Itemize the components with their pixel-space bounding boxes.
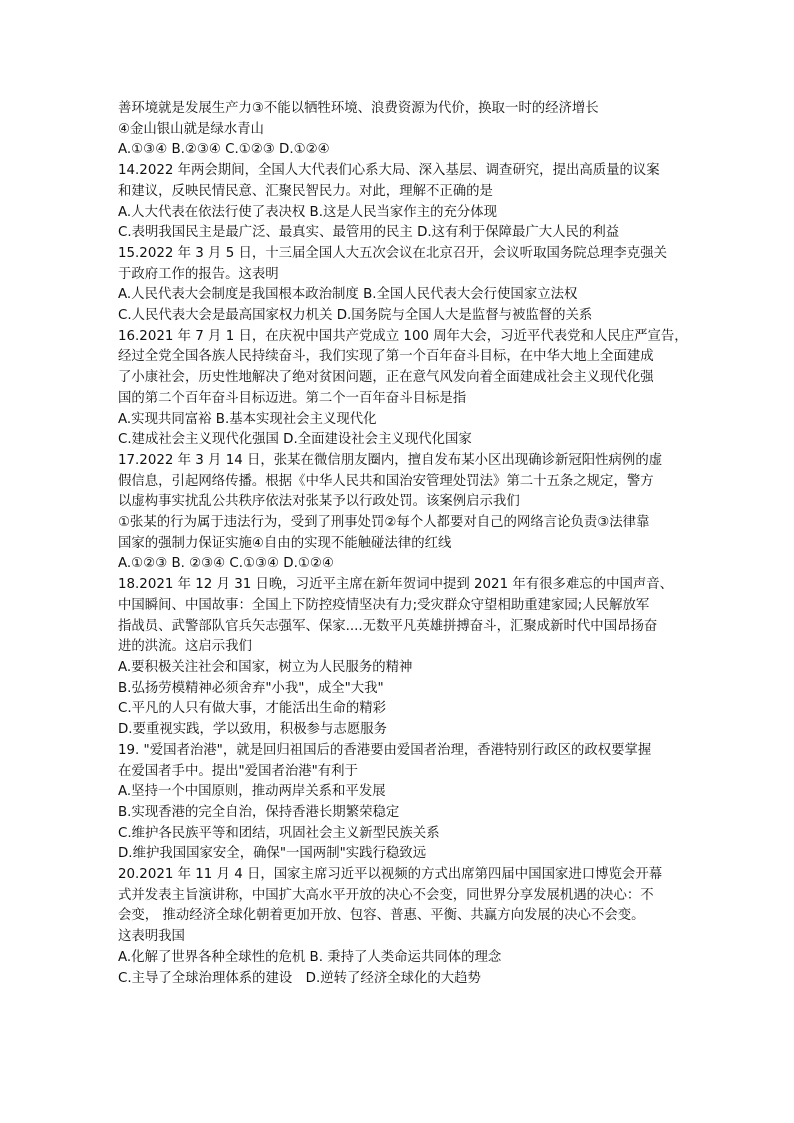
text-line: A.①②③ B. ②③④ C.①③④ D.①②④ — [118, 556, 334, 572]
text-line: 这表明我国 — [118, 929, 185, 945]
text-line: 国的第二个百年奋斗目标迈进。第二个一百年奋斗目标是指 — [118, 390, 467, 406]
text-line: ①张某的行为属于违法行为，受到了刑事处罚②每个人都要对自己的网络言论负责③法律靠 — [118, 515, 650, 531]
text-line: ④金山银山就是绿水青山 — [118, 121, 264, 137]
text-line: B.弘扬劳模精神必须舍弃"小我"，成全"大我" — [118, 680, 384, 696]
text-line: 经过全党全国各族人民持续奋斗，我们实现了第一个百年奋斗目标，在中华大地上全面建成 — [118, 349, 654, 365]
text-line: A.化解了世界各种全球性的危机 B. 秉持了人类命运共同体的理念 — [118, 949, 502, 965]
text-line: B.实现香港的完全自治，保持香港长期繁荣稳定 — [118, 804, 400, 820]
text-line: A.人民代表大会制度是我国根本政治制度 B.全国人民代表大会行使国家立法权 — [118, 287, 578, 303]
text-line: C.维护各民族平等和团结，巩固社会主义新型民族关系 — [118, 825, 440, 841]
text-line: A.实现共同富裕 B.基本实现社会主义现代化 — [118, 411, 377, 427]
text-line: 于政府工作的报告。这表明 — [118, 266, 279, 282]
text-line: C.表明我国民主是最广泛、最真实、最管用的民主 D.这有利于保障最广大人民的利益 — [118, 225, 620, 241]
text-line: 17.2022 年 3 月 14 日，张某在微信朋友圈内，擅自发布某小区出现确诊新冠阳性病例的虚 — [118, 452, 663, 468]
text-line: 指战员、武警部队官兵矢志强军、保家....无数平凡英雄拼搏奋斗，汇聚成新时代中国昂扬奋 — [118, 618, 658, 634]
text-line: C.主导了全球治理体系的建设 D.逆转了经济全球化的大趋势 — [118, 970, 481, 986]
text-line: 14.2022 年两会期间，全国人大代表们心系大局、深入基层、调查研究，提出高质量的议案 — [118, 163, 660, 179]
text-line: D.维护我国国家安全，确保"一国两制"实践行稳致远 — [118, 846, 427, 862]
text-line: A.人大代表在依法行使了表决权 B.这是人民当家作主的充分体现 — [118, 204, 498, 220]
text-line: 在爱国者手中。提出"爱国者治港"有利于 — [118, 763, 358, 779]
text-line: 式并发表主旨演讲称，中国扩大高水平开放的决心不会变，同世界分享发展机遇的决心：不 — [118, 887, 654, 903]
text-line: 16.2021 年 7 月 1 日，在庆祝中国共产党成立 100 周年大会，习近平代表党和人民庄严宣告， — [118, 328, 688, 344]
text-line: 假信息，引起网络传播。根据《中华人民共和国治安管理处罚法》第二十五条之规定，警方 — [118, 473, 654, 489]
text-line: A.①③④ B.②③④ C.①②③ D.①②④ — [118, 142, 330, 158]
text-line: C.人民代表大会是最高国家权力机关 D.国务院与全国人大是监督与被监督的关系 — [118, 308, 593, 324]
text-line: 了小康社会，历史性地解决了绝对贫困问题，正在意气风发向着全面建成社会主义现代化强 — [118, 370, 654, 386]
text-line: D.要重视实践，学以致用，积极参与志愿服务 — [118, 722, 387, 738]
text-line: 会变， 推动经济全球化朝着更加开放、包容、普惠、平衡、共赢方向发展的决心不会变。 — [118, 908, 645, 924]
text-line: 和建议，反映民情民意、汇聚民智民力。对此，理解不正确的是 — [118, 183, 493, 199]
text-line: 国家的强制力保证实施④自由的实现不能触碰法律的红线 — [118, 535, 452, 551]
exam-text-block — [118, 99, 688, 989]
text-line: A.坚持一个中国原则，推动两岸关系和平发展 — [118, 784, 386, 800]
text-line: C.平凡的人只有做大事，才能活出生命的精彩 — [118, 701, 387, 717]
text-line: A.要积极关注社会和国家，树立为人民服务的精神 — [118, 659, 413, 675]
text-line: 善环境就是发展生产力③不能以牺牲环境、浪费资源为代价，换取一时的经济增长 — [118, 101, 599, 116]
text-line: 中国瞬间、中国故事：全国上下防控疫情坚决有力;受灾群众守望相助重建家园;人民解放军 — [118, 597, 650, 613]
text-line: 19. "爱国者治港"，就是回归祖国后的香港要由爱国者治理，香港特别行政区的政权要掌握 — [118, 742, 652, 758]
text-line: C.建成社会主义现代化强国 D.全面建设社会主义现代化国家 — [118, 432, 472, 448]
text-line: 15.2022 年 3 月 5 日，十三届全国人大五次会议在北京召开，会议听取国务院总理李克强关 — [118, 245, 667, 261]
text-line: 18.2021 年 12 月 31 日晚，习近平主席在新年贺词中提到 2021 年有很多难忘的中国声音、 — [118, 577, 674, 593]
text-line: 进的洪流。这启示我们 — [118, 639, 252, 655]
text-line: 20.2021 年 11 月 4 日，国家主席习近平以视频的方式出席第四届中国国家进口博览会开幕 — [118, 867, 663, 883]
text-line: 以虚构事实扰乱公共秩序依法对张某予以行政处罚。该案例启示我们 — [118, 494, 520, 510]
